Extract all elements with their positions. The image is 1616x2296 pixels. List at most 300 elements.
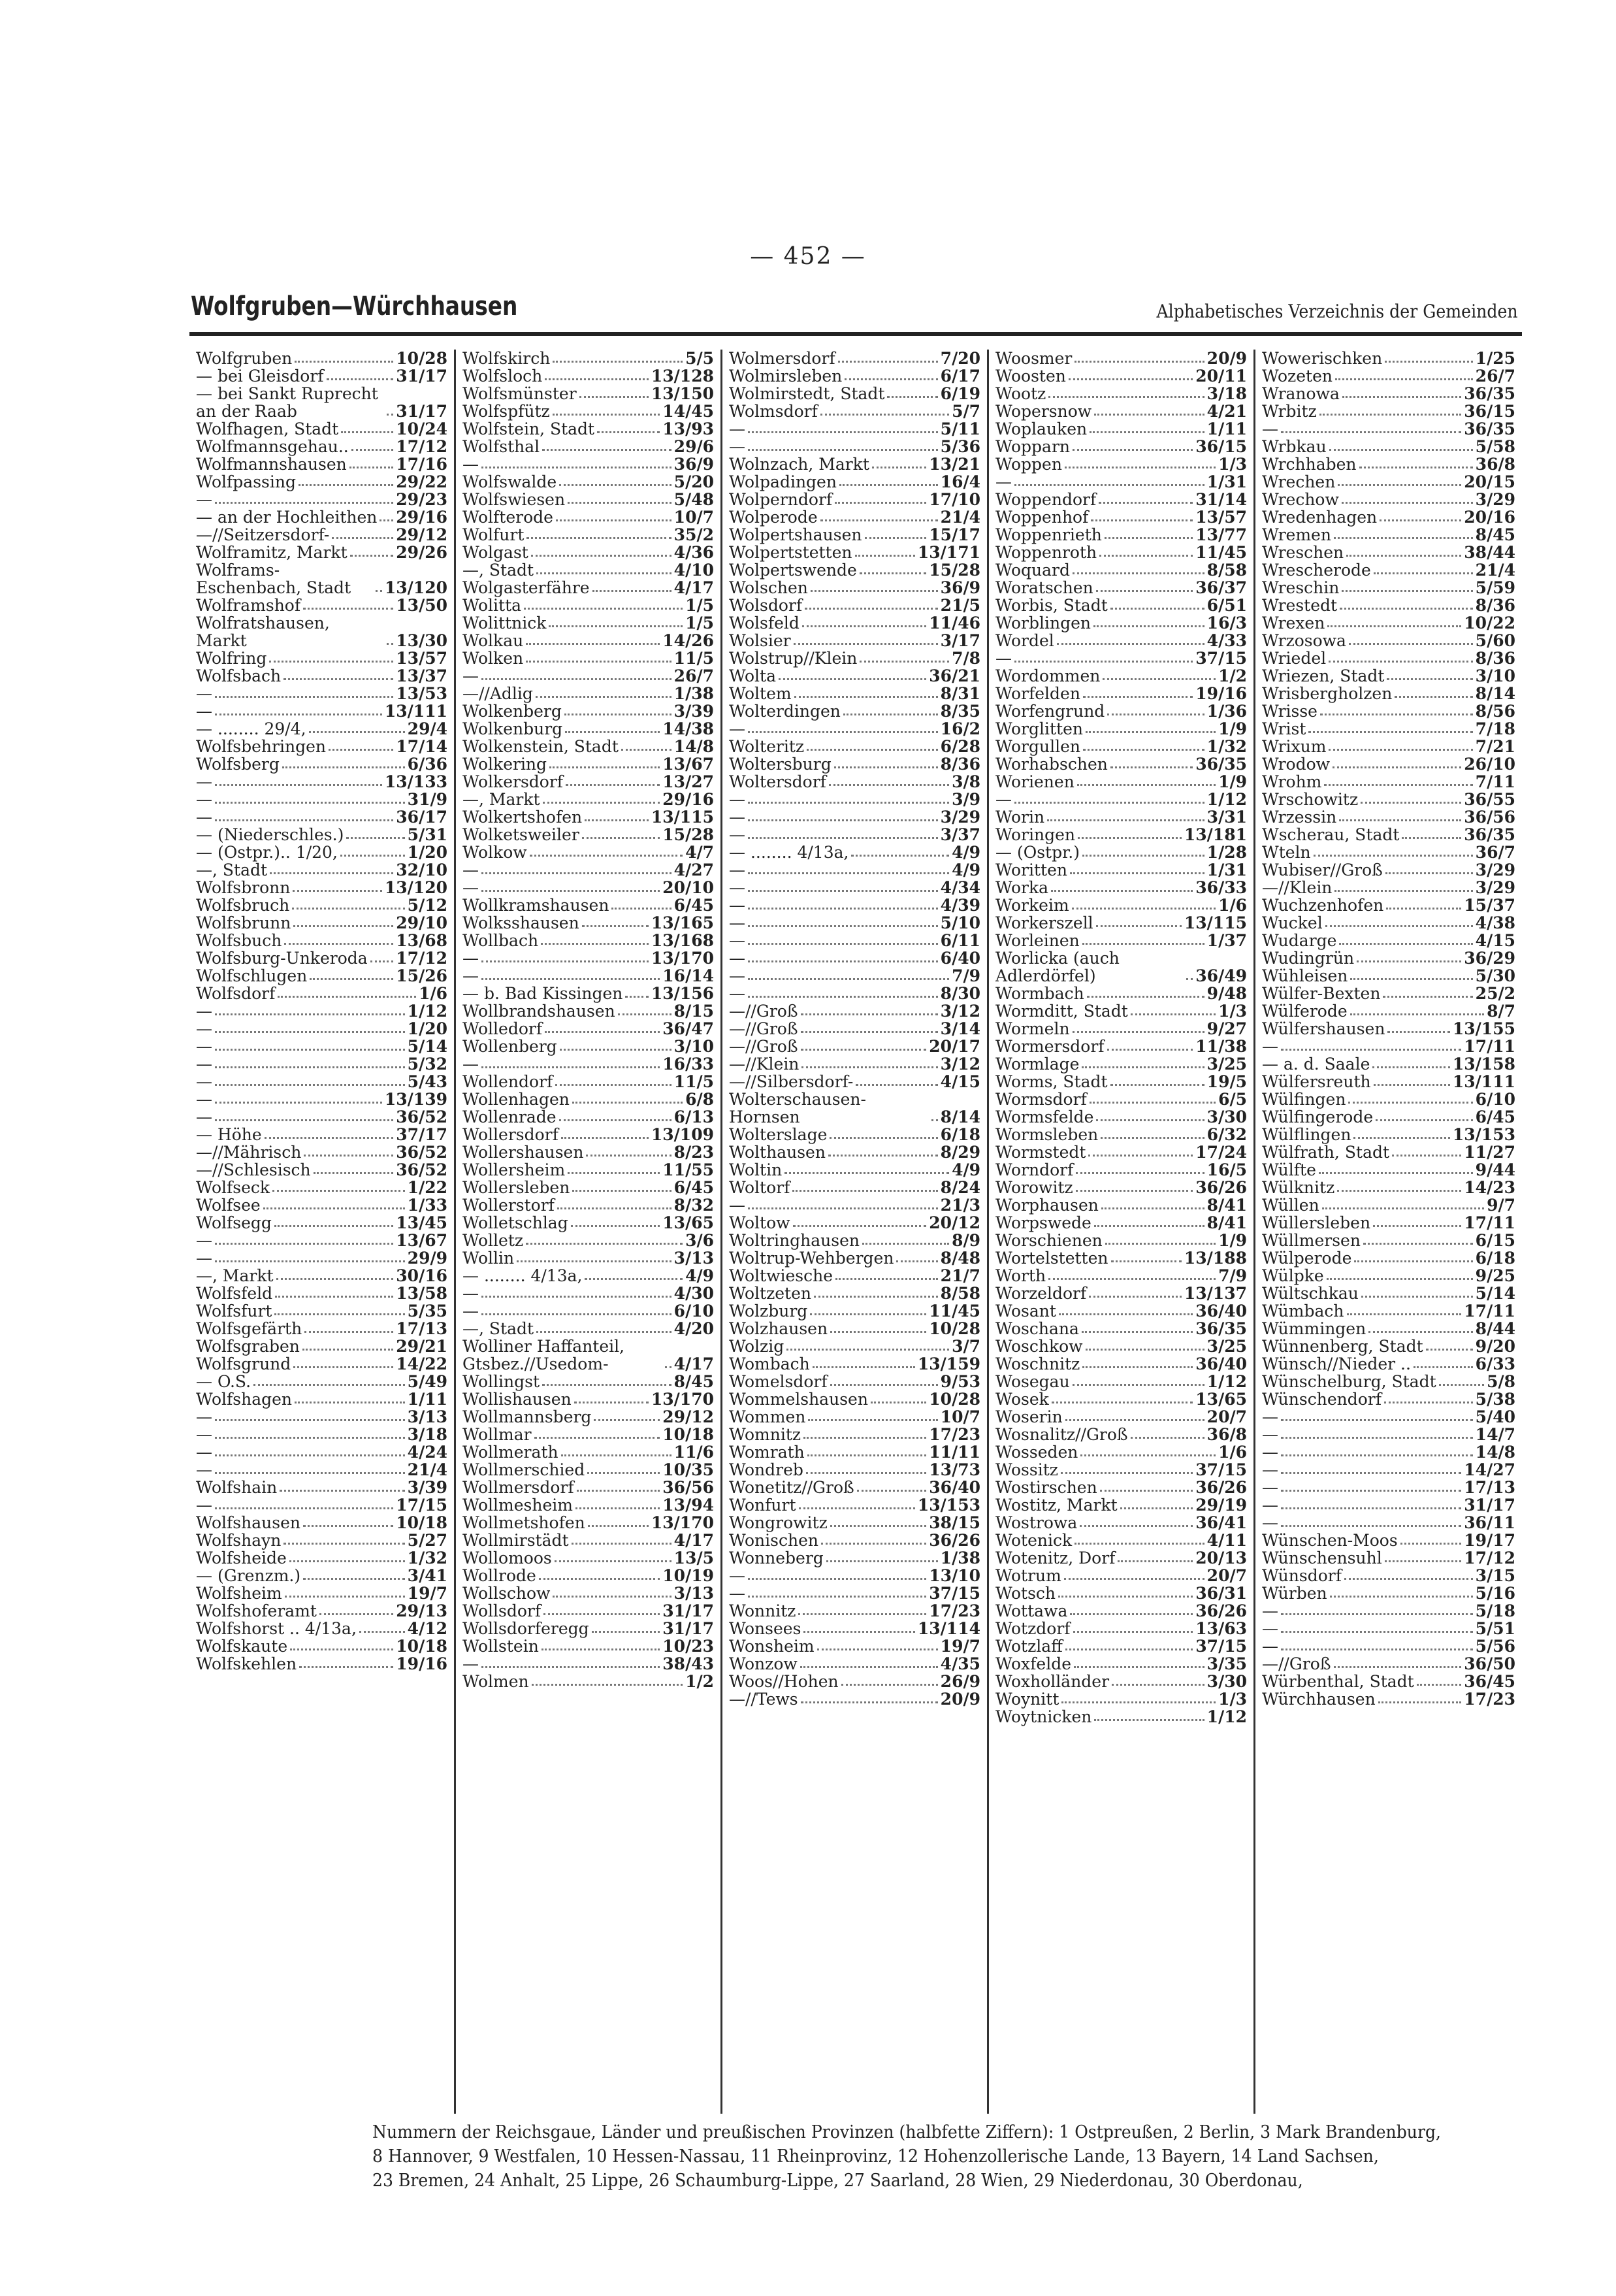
dot-leader — [1363, 1243, 1473, 1245]
place-name: — — [1262, 1425, 1278, 1444]
region-reference: 29/21 — [396, 1337, 447, 1356]
region-reference: 20/15 — [1464, 472, 1515, 491]
region-reference: 4/17 — [673, 1531, 714, 1550]
place-name: — — [196, 1002, 212, 1021]
region-reference: 29/13 — [396, 1601, 447, 1620]
list-item — [995, 985, 1247, 1002]
list-item — [729, 1073, 980, 1091]
dot-leader — [1322, 1207, 1484, 1209]
region-reference: 13/53 — [396, 684, 447, 703]
place-name: —//Mährisch — [196, 1143, 302, 1162]
region-reference: 3/14 — [940, 1019, 980, 1038]
dot-leader — [1082, 1066, 1204, 1068]
place-name: Wortelstetten — [995, 1249, 1108, 1268]
list-item — [729, 491, 980, 508]
region-reference: 13/21 — [929, 455, 980, 474]
place-name: — — [196, 1072, 212, 1091]
list-item — [1262, 1620, 1515, 1637]
list-item — [462, 1637, 714, 1655]
dot-leader — [1281, 1613, 1473, 1615]
list-item — [462, 402, 714, 420]
place-name: — ........ 4/13a, — [462, 1266, 583, 1285]
list-item — [1262, 1549, 1515, 1567]
place-name: Wülfingerode — [1262, 1107, 1374, 1126]
region-reference: 7/11 — [1475, 772, 1515, 791]
dot-leader — [798, 1613, 926, 1615]
place-name: Wolmirstedt, Stadt — [729, 384, 885, 403]
region-reference: 1/11 — [1206, 419, 1247, 438]
place-name: — (Grenzm.) — [196, 1566, 301, 1585]
list-item — [729, 702, 980, 720]
dot-leader — [821, 1543, 926, 1545]
list-item — [1262, 1249, 1515, 1267]
place-name: Wollkramshausen — [462, 896, 609, 915]
list-item — [462, 1214, 714, 1232]
place-name: Woytnicken — [995, 1707, 1092, 1726]
list-item — [1262, 402, 1515, 420]
dot-leader — [871, 1402, 926, 1403]
region-reference: 13/153 — [1452, 1125, 1515, 1144]
region-reference: 4/38 — [1475, 913, 1515, 932]
place-name: Woltzeten — [729, 1284, 812, 1303]
dot-leader — [536, 1331, 671, 1333]
region-reference: 1/11 — [407, 1390, 447, 1409]
region-reference: 19/7 — [407, 1584, 447, 1603]
list-item — [462, 879, 714, 896]
region-reference: 1/5 — [685, 596, 714, 615]
region-reference: 16/14 — [662, 966, 714, 985]
place-name: Wolkenburg — [462, 719, 563, 738]
region-reference: 9/25 — [1475, 1266, 1515, 1285]
dot-leader — [931, 1119, 938, 1121]
place-name: Woltow — [729, 1213, 790, 1232]
place-name: Wollschow — [462, 1584, 551, 1603]
region-reference: 8/15 — [673, 1002, 714, 1021]
dot-leader — [1014, 661, 1193, 663]
dot-leader — [541, 1648, 660, 1650]
dot-leader — [1354, 1260, 1472, 1262]
dot-leader — [855, 555, 915, 557]
region-reference: 7/20 — [940, 349, 980, 368]
dot-leader — [801, 1031, 938, 1033]
place-name: Wolfshorst .. 4/13a, — [196, 1619, 357, 1638]
region-reference: 26/7 — [1475, 367, 1515, 385]
region-reference: 16/4 — [940, 472, 980, 491]
place-name: Wollenberg — [462, 1037, 557, 1056]
list-item — [995, 1038, 1247, 1055]
dot-leader — [814, 1296, 938, 1298]
list-item — [995, 1214, 1247, 1232]
place-name: — — [729, 966, 745, 985]
dot-leader — [530, 855, 683, 857]
region-reference: 19/7 — [940, 1637, 980, 1656]
place-name: Wolfratshausen, Markt — [196, 614, 330, 650]
dot-leader — [1339, 819, 1461, 821]
region-reference: 6/18 — [1475, 1249, 1515, 1268]
dot-leader — [481, 978, 660, 980]
list-item — [196, 455, 447, 473]
place-name: Woosten — [995, 367, 1066, 385]
region-reference: 36/52 — [396, 1160, 447, 1179]
region-reference: 1/3 — [1218, 455, 1247, 474]
dot-leader — [1073, 1031, 1204, 1033]
place-name: Wollsdorferegg — [462, 1619, 589, 1638]
region-reference: 17/14 — [396, 737, 447, 756]
region-reference: 13/170 — [651, 1513, 714, 1532]
list-item — [995, 808, 1247, 826]
place-name: Woosmer — [995, 349, 1073, 368]
place-name: Wolpadingen — [729, 472, 837, 491]
list-item — [196, 844, 447, 861]
list-item — [995, 1408, 1247, 1426]
list-item — [462, 932, 714, 949]
region-reference: 11/6 — [673, 1443, 714, 1462]
region-reference: 37/15 — [1195, 1460, 1247, 1479]
list-item — [1262, 1690, 1515, 1708]
list-item — [995, 614, 1247, 632]
footer-line: 23 Bremen, 24 Anhalt, 25 Lippe, 26 Schaumburg-Lippe, 27 Saarland, 28 Wien, 29 Niederdonau, 30 Oberdonau, — [372, 2171, 1303, 2191]
place-name: — — [1262, 1619, 1278, 1638]
dot-leader — [340, 855, 405, 857]
list-item — [1262, 967, 1515, 985]
place-name: — — [729, 861, 745, 879]
place-name: Wrschowitz — [1262, 790, 1359, 809]
dot-leader — [611, 908, 671, 910]
dot-leader — [1078, 837, 1182, 839]
dot-leader — [280, 1490, 404, 1492]
region-reference: 1/32 — [1206, 737, 1247, 756]
dot-leader — [803, 1631, 914, 1633]
list-item — [196, 1408, 447, 1426]
region-reference: 36/40 — [1195, 1354, 1247, 1373]
place-name: Wollersleben — [462, 1178, 570, 1197]
dot-leader — [276, 1278, 394, 1280]
region-reference: 1/2 — [685, 1672, 714, 1691]
region-reference: 30/16 — [396, 1266, 447, 1285]
place-name: Wredenhagen — [1262, 508, 1378, 527]
region-reference: 36/9 — [940, 578, 980, 597]
region-reference: 4/15 — [940, 1072, 980, 1091]
place-name: Wüllmersen — [1262, 1231, 1361, 1250]
list-item — [995, 949, 1247, 985]
region-reference: 13/156 — [651, 984, 714, 1003]
list-item — [196, 932, 447, 949]
dot-leader — [1069, 378, 1193, 380]
place-name: Woltrup-Wehbergen — [729, 1249, 894, 1268]
list-item — [196, 1637, 447, 1655]
dot-leader — [571, 1225, 660, 1227]
region-reference: 36/37 — [1195, 578, 1247, 597]
list-item — [729, 420, 980, 438]
place-name: Wotenitz, Dorf — [995, 1549, 1116, 1567]
place-name: Wolta — [729, 666, 776, 685]
place-name: — — [729, 913, 745, 932]
region-reference: 6/13 — [673, 1107, 714, 1126]
place-name: Wormstedt — [995, 1143, 1086, 1162]
region-reference: 7/8 — [952, 649, 980, 668]
list-item — [1262, 1337, 1515, 1355]
dot-leader — [597, 431, 660, 433]
list-item — [995, 350, 1247, 367]
list-item — [1262, 826, 1515, 844]
dot-leader — [1339, 943, 1472, 945]
region-reference: 13/170 — [651, 1390, 714, 1409]
region-reference: 14/27 — [1464, 1460, 1515, 1479]
region-reference: 5/43 — [407, 1072, 447, 1091]
place-name: Wosnalitz//Groß — [995, 1425, 1128, 1444]
region-reference: 13/10 — [929, 1566, 980, 1585]
place-name: Wolfsbruch — [196, 896, 290, 915]
region-reference: 13/114 — [917, 1619, 980, 1638]
place-name: —//Adlig — [462, 684, 533, 703]
place-name: Wolkow — [462, 843, 527, 862]
dot-leader — [289, 1560, 405, 1562]
list-item — [995, 791, 1247, 808]
region-reference: 1/20 — [407, 843, 447, 862]
region-reference: 1/2 — [1218, 666, 1247, 685]
region-reference: 13/45 — [396, 1213, 447, 1232]
list-item — [995, 1267, 1247, 1285]
place-name: Woynitt — [995, 1690, 1059, 1709]
dot-leader — [526, 1243, 683, 1245]
dot-leader — [1082, 943, 1204, 945]
region-reference: 5/51 — [1475, 1619, 1515, 1638]
place-name: Wolperode — [729, 508, 818, 527]
list-item — [196, 1443, 447, 1461]
place-name: — — [196, 1037, 212, 1056]
list-item — [729, 967, 980, 985]
region-reference: 1/33 — [407, 1196, 447, 1215]
list-item — [196, 738, 447, 755]
list-item — [1262, 1602, 1515, 1620]
list-item — [462, 1267, 714, 1285]
dot-leader — [1281, 1648, 1473, 1650]
region-reference: 5/27 — [407, 1531, 447, 1550]
place-name: Wolfhagen, Stadt — [196, 419, 339, 438]
list-item — [995, 1320, 1247, 1337]
dot-leader — [801, 1066, 937, 1068]
list-item — [995, 1355, 1247, 1373]
dot-leader — [290, 1648, 393, 1650]
dot-leader — [1347, 1313, 1462, 1315]
list-item — [729, 561, 980, 579]
place-name: Wollbach — [462, 931, 539, 950]
dot-leader — [304, 1155, 393, 1156]
region-reference: 1/12 — [407, 1002, 447, 1021]
place-name: Wümbach — [1262, 1302, 1344, 1320]
dot-leader — [1014, 484, 1204, 486]
place-name: Wolframs-Eschenbach, Stadt — [196, 561, 351, 597]
region-reference: 20/9 — [1206, 349, 1247, 368]
dot-leader — [1308, 731, 1472, 733]
list-item — [995, 367, 1247, 385]
region-reference: 1/9 — [1218, 719, 1247, 738]
list-item — [729, 1355, 980, 1373]
region-reference: 13/109 — [651, 1125, 714, 1144]
place-name: Woxfelde — [995, 1654, 1071, 1673]
place-name: Wolfsburg-Unkeroda — [196, 949, 368, 968]
place-name: Wolsdorf — [729, 596, 803, 615]
dot-leader — [830, 1525, 927, 1527]
region-reference: 13/155 — [1452, 1019, 1515, 1038]
list-item — [995, 1690, 1247, 1708]
list-item — [729, 808, 980, 826]
place-name: Wrestedt — [1262, 596, 1338, 615]
list-item — [196, 1390, 447, 1408]
place-name: Wudarge — [1262, 931, 1337, 950]
dot-leader — [376, 590, 382, 592]
list-item — [995, 1179, 1247, 1196]
place-name: — an der Hochleithen — [196, 508, 378, 527]
list-item — [995, 1708, 1247, 1726]
dot-leader — [817, 1648, 938, 1650]
list-item — [1262, 1443, 1515, 1461]
dot-leader — [553, 414, 660, 416]
list-item — [729, 1196, 980, 1214]
list-item — [729, 614, 980, 632]
place-name: —, Stadt — [462, 561, 534, 580]
region-reference: 4/17 — [673, 1354, 714, 1373]
region-reference: 4/20 — [673, 1319, 714, 1338]
dot-leader — [215, 713, 382, 715]
dot-leader — [1350, 978, 1472, 980]
place-name: Woltorf — [729, 1178, 790, 1197]
dot-leader — [1065, 1648, 1193, 1650]
place-name: — — [462, 455, 479, 474]
place-name: Wriedel — [1262, 649, 1327, 668]
dot-leader — [665, 1366, 671, 1368]
place-name: Woltersdorf — [729, 772, 826, 791]
region-reference: 13/67 — [396, 1231, 447, 1250]
place-name: Wosant — [995, 1302, 1056, 1320]
region-reference: 37/15 — [1195, 649, 1247, 668]
region-reference: 6/45 — [673, 896, 714, 915]
dot-leader — [1402, 837, 1461, 839]
list-item — [729, 1249, 980, 1267]
dot-leader — [748, 943, 938, 945]
place-name: Wolfsbehringen — [196, 737, 326, 756]
place-name: Wünschen-Moos — [1262, 1531, 1398, 1550]
place-name: Wuchzenhofen — [1262, 896, 1384, 915]
region-reference: 3/10 — [673, 1037, 714, 1056]
region-reference: 21/4 — [407, 1460, 447, 1479]
dot-leader — [215, 696, 393, 698]
place-name: Worschienen — [995, 1231, 1103, 1250]
dot-leader — [314, 1172, 394, 1174]
place-name: Wolnzach, Markt — [729, 455, 869, 474]
place-name: Worka — [995, 878, 1049, 897]
dot-leader — [1281, 431, 1461, 433]
place-name: — ........ 4/13a, — [729, 843, 849, 862]
dot-leader — [1319, 1172, 1473, 1174]
place-name: —, Markt — [196, 1266, 274, 1285]
place-name: — — [196, 1407, 212, 1426]
region-reference: 1/6 — [419, 984, 447, 1003]
region-reference: 17/24 — [1195, 1143, 1247, 1162]
place-name: Woringen — [995, 825, 1075, 844]
place-name: Wülpke — [1262, 1266, 1324, 1285]
dot-leader — [309, 731, 405, 733]
place-name: Wolfspfütz — [462, 402, 550, 421]
region-reference: 1/38 — [673, 684, 714, 703]
region-reference: 3/15 — [1475, 1566, 1515, 1585]
place-name: — — [729, 984, 745, 1003]
place-name: Wolfsloch — [462, 367, 543, 385]
region-reference: 21/7 — [940, 1266, 980, 1285]
region-reference: 1/20 — [407, 1019, 447, 1038]
dot-leader — [1395, 696, 1472, 698]
region-reference: 15/17 — [929, 525, 980, 544]
place-name: Wollenrade — [462, 1107, 557, 1126]
dot-leader — [215, 1454, 405, 1456]
region-reference: 36/35 — [1464, 384, 1515, 403]
region-reference: 1/3 — [1218, 1002, 1247, 1021]
list-item — [196, 1196, 447, 1214]
region-reference: 7/21 — [1475, 737, 1515, 756]
region-reference: 5/32 — [407, 1055, 447, 1074]
place-name: Wolletz — [462, 1231, 524, 1250]
dot-leader — [748, 1596, 926, 1598]
region-reference: 13/159 — [917, 1354, 980, 1373]
dot-leader — [856, 1084, 937, 1086]
dot-leader — [1348, 1102, 1472, 1104]
place-name: Wonischen — [729, 1531, 818, 1550]
region-reference: 13/181 — [1184, 825, 1247, 844]
dot-leader — [1120, 1507, 1193, 1509]
place-name: — — [729, 790, 745, 809]
dot-leader — [748, 996, 938, 998]
list-item — [1262, 808, 1515, 826]
region-reference: 3/31 — [1206, 808, 1247, 827]
dot-leader — [350, 555, 394, 557]
region-reference: 4/21 — [1206, 402, 1247, 421]
dot-leader — [1281, 1049, 1461, 1051]
region-reference: 5/16 — [1475, 1584, 1515, 1603]
dot-leader — [748, 1207, 938, 1209]
dot-leader — [1385, 1560, 1462, 1562]
region-reference: 14/7 — [1475, 1425, 1515, 1444]
list-item — [1262, 367, 1515, 385]
place-name: Woltwiesche — [729, 1266, 833, 1285]
region-reference: 10/18 — [662, 1425, 714, 1444]
list-item — [995, 1143, 1247, 1161]
place-name: Wolpertshausen — [729, 525, 862, 544]
place-name: Wolsier — [729, 631, 791, 650]
dot-leader — [1335, 378, 1473, 380]
region-reference: 36/17 — [396, 808, 447, 827]
region-reference: 5/7 — [952, 402, 980, 421]
dot-leader — [1100, 1490, 1193, 1492]
list-item — [196, 544, 447, 561]
list-item — [995, 1126, 1247, 1143]
region-reference: 14/22 — [396, 1354, 447, 1373]
dot-leader — [1107, 1049, 1193, 1051]
place-name: Wreschen — [1262, 543, 1344, 562]
list-item — [729, 597, 980, 614]
list-item — [729, 1637, 980, 1655]
list-item — [196, 1373, 447, 1390]
dot-leader — [1327, 625, 1461, 627]
region-reference: 10/28 — [929, 1319, 980, 1338]
list-item — [196, 491, 447, 508]
dot-leader — [1077, 784, 1216, 786]
place-name: Wolkenstein, Stadt — [462, 737, 619, 756]
place-name: Workerszell — [995, 913, 1093, 932]
list-item — [196, 350, 447, 367]
region-reference: 5/59 — [1475, 578, 1515, 597]
list-item — [995, 702, 1247, 720]
dot-leader — [811, 590, 938, 592]
